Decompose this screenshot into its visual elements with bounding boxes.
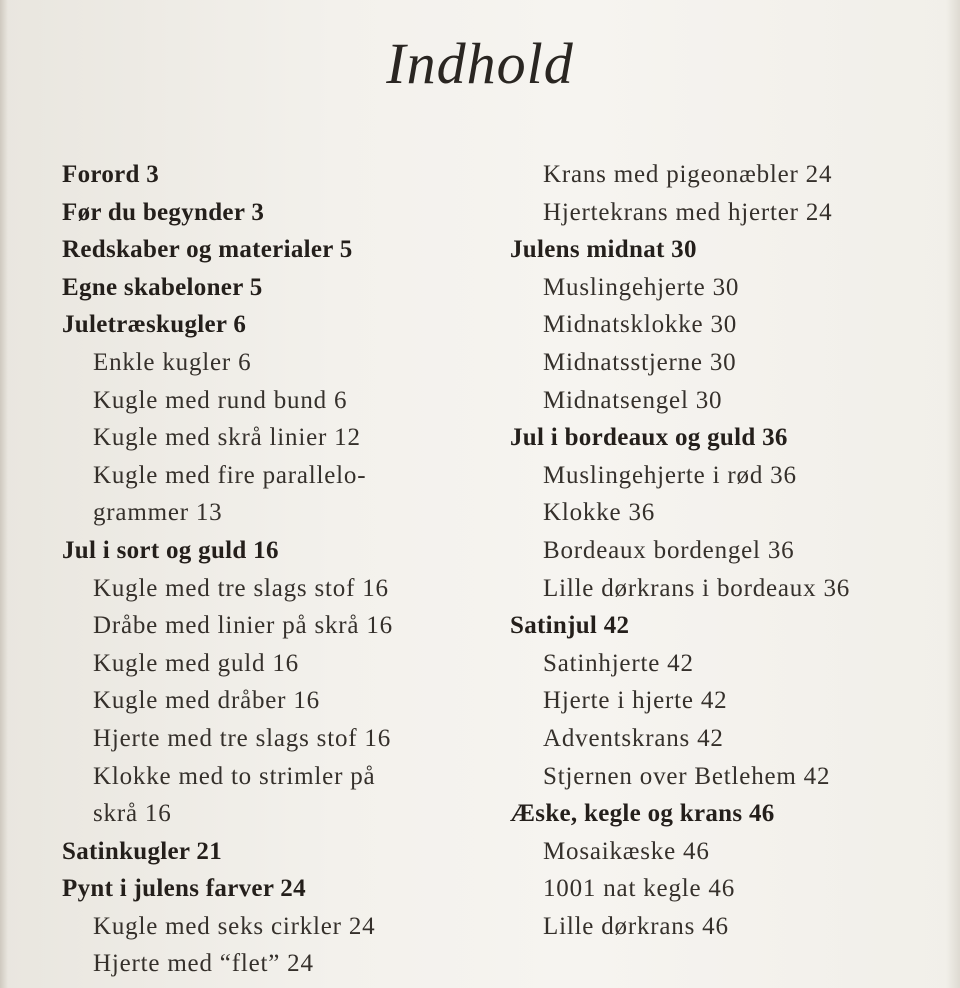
toc-subentry: Kugle med fire parallelo- <box>93 461 367 489</box>
toc-subentry: Kugle med guld 16 <box>93 649 299 677</box>
toc-subentry: Stjernen over Betlehem 42 <box>543 762 831 790</box>
toc-subentry: Krans med pigeonæbler 24 <box>543 161 833 188</box>
toc-chapter-entry: Jul i sort og guld 16 <box>62 536 279 564</box>
toc-chapter-entry: Julens midnat 30 <box>510 236 697 264</box>
toc-subentry: Muslingehjerte 30 <box>543 273 740 301</box>
toc-subentry: Hjerte med “flet” 24 <box>93 950 314 978</box>
toc-subentry: Bordeaux bordengel 36 <box>543 536 795 564</box>
toc-subentry: Kugle med tre slags stof 16 <box>93 574 389 602</box>
toc-subentry: Klokke 36 <box>543 499 656 527</box>
toc-subentry: Satinhjerte 42 <box>543 649 694 677</box>
toc-chapter-entry: Jul i bordeaux og guld 36 <box>510 424 788 452</box>
toc-chapter-entry: Æske, kegle og krans 46 <box>510 800 775 828</box>
toc-subentry: Mosaikæske 46 <box>543 837 710 865</box>
toc-chapter-entry: Før du begynder 3 <box>62 198 265 226</box>
toc-subentry: Kugle med dråber 16 <box>93 687 320 715</box>
toc-subentry: Dråbe med linier på skrå 16 <box>93 612 393 640</box>
toc-chapter-entry: Egne skabeloner 5 <box>62 273 263 301</box>
toc-subentry: Hjertekrans med hjerter 24 <box>543 198 833 226</box>
toc-subentry: Hjerte med tre slags stof 16 <box>93 724 392 752</box>
toc-subentry: Lille dørkrans i bordeaux 36 <box>543 574 851 602</box>
toc-chapter-entry: Juletræskugler 6 <box>62 311 247 339</box>
toc-chapter-entry: Satinjul 42 <box>510 612 630 640</box>
toc-left-column <box>62 156 393 983</box>
toc-subentry: skrå 16 <box>93 800 172 828</box>
toc-subentry: Kugle med skrå linier 12 <box>93 424 361 452</box>
toc-subentry: Klokke med to strimler på <box>93 762 376 790</box>
toc-subentry: Midnatsstjerne 30 <box>543 348 737 376</box>
toc-right-column <box>510 156 850 945</box>
toc-subentry: Lille dørkrans 46 <box>543 912 729 940</box>
toc-chapter-entry: Forord 3 <box>62 161 160 188</box>
toc-subentry: grammer 13 <box>93 499 223 527</box>
toc-chapter-entry: Redskaber og materialer 5 <box>62 236 353 264</box>
toc-subentry: Adventskrans 42 <box>543 724 724 752</box>
toc-subentry: Kugle med seks cirkler 24 <box>93 912 376 940</box>
toc-subentry: Kugle med rund bund 6 <box>93 386 348 414</box>
toc-chapter-entry: Pynt i julens farver 24 <box>62 875 306 903</box>
page-title: Indhold <box>386 31 574 96</box>
toc-subentry: Midnatsklokke 30 <box>543 311 738 339</box>
toc-chapter-entry: Satinkugler 21 <box>62 837 223 865</box>
toc-subentry: Muslingehjerte i rød 36 <box>543 461 797 489</box>
toc-subentry: Enkle kugler 6 <box>93 348 252 376</box>
toc-subentry: Hjerte i hjerte 42 <box>543 687 728 715</box>
toc-subentry: 1001 nat kegle 46 <box>543 875 736 903</box>
toc-subentry: Midnatsengel 30 <box>543 386 723 414</box>
